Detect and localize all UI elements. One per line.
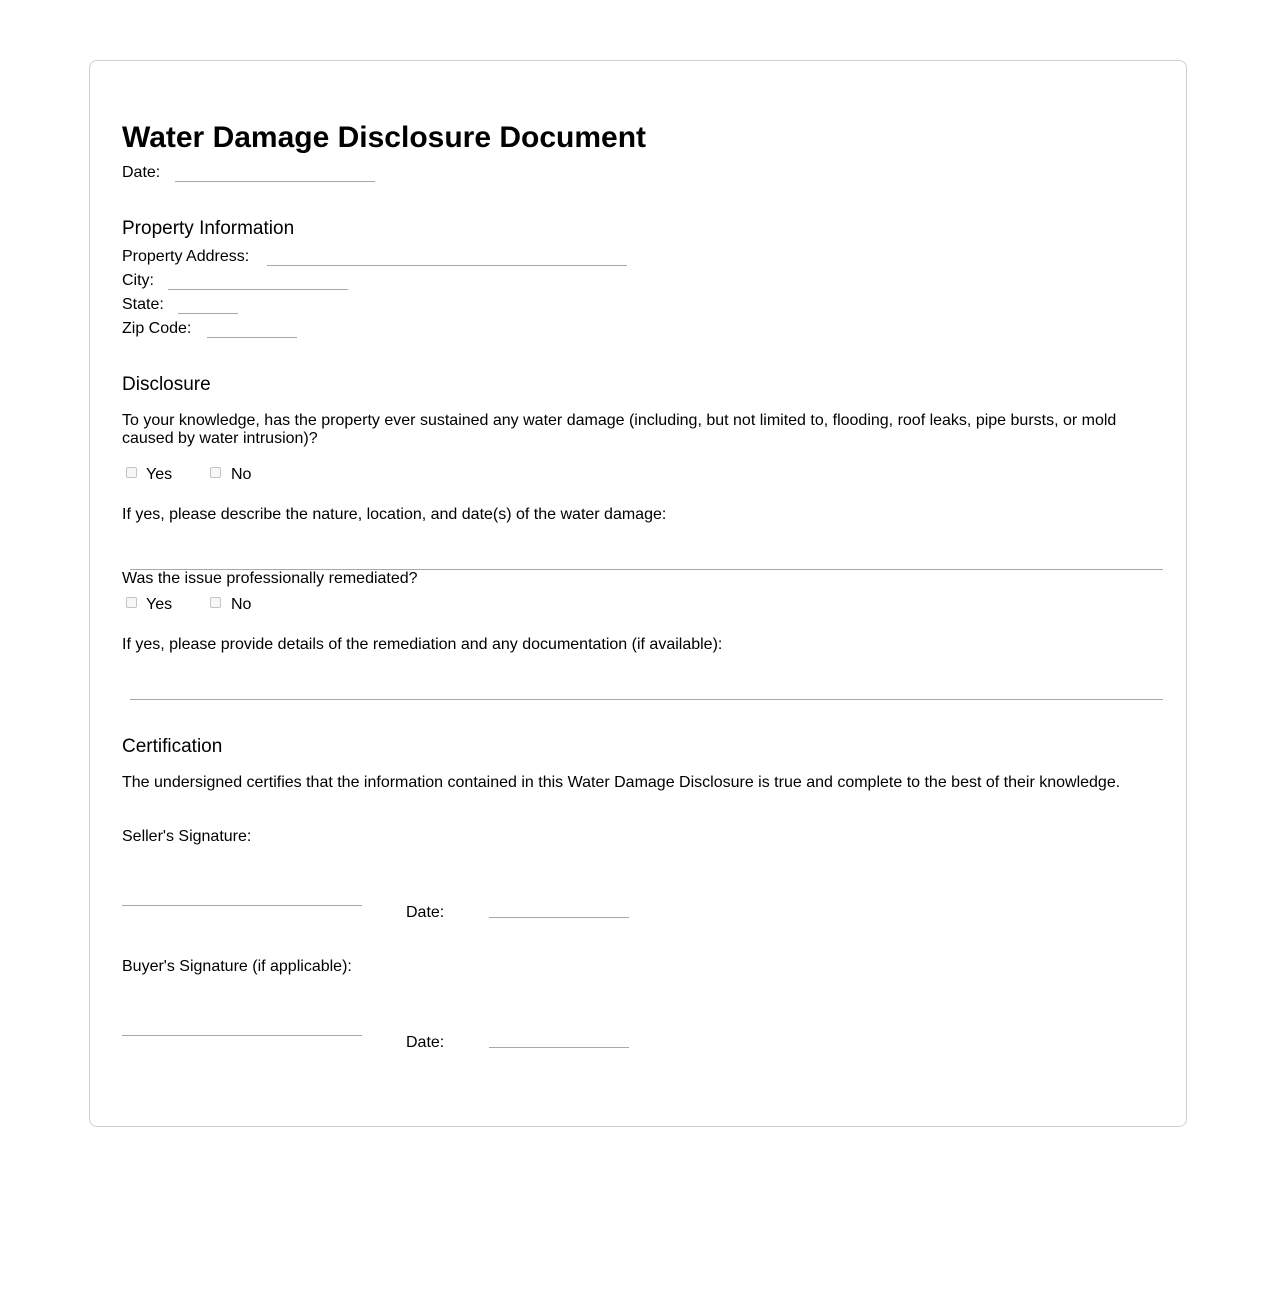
seller-signature-field[interactable] [122,905,362,906]
buyer-date-label: Date: [406,1034,445,1051]
city-label: City: [122,272,154,289]
remediated-yes-label: Yes [146,596,173,613]
buyer-signature-field[interactable] [122,1035,362,1036]
remediation-details-prompt: If yes, please provide details of the remediation and any documentation (if available): [122,636,723,653]
water-damage-yes-checkbox[interactable] [126,467,137,478]
seller-date-field[interactable] [489,917,629,918]
state-label: State: [122,296,164,313]
buyer-signature-label: Buyer's Signature (if applicable): [122,958,352,975]
state-field[interactable] [178,313,238,314]
page-title: Water Damage Disclosure Document [122,121,647,154]
describe-damage-prompt: If yes, please describe the nature, location, and date(s) of the water damage: [122,506,667,523]
property-address-field[interactable] [267,265,627,266]
remediated-yes-checkbox[interactable] [126,597,137,608]
water-damage-yes-label: Yes [146,466,173,483]
city-field[interactable] [168,289,348,290]
water-damage-question-line2: caused by water intrusion)? [122,430,318,447]
date-field[interactable] [175,181,375,182]
property-address-label: Property Address: [122,248,250,265]
property-information-heading: Property Information [122,218,295,239]
certification-statement: The undersigned certifies that the information contained in this Water Damage Disclosure is true and complete to the best of their knowledge. [122,774,1121,791]
water-damage-no-label: No [231,466,252,483]
remediation-details-field[interactable] [130,699,1163,700]
remediated-no-label: No [231,596,252,613]
water-damage-question-line1: To your knowledge, has the property ever sustained any water damage (including, but not limited to, flooding, roof leaks, pipe bursts, or mold [122,412,1117,429]
zip-code-label: Zip Code: [122,320,192,337]
date-label: Date: [122,164,161,181]
zip-code-field[interactable] [207,337,297,338]
certification-heading: Certification [122,736,223,757]
disclosure-heading: Disclosure [122,374,211,395]
remediation-question: Was the issue professionally remediated? [122,570,418,587]
water-damage-no-checkbox[interactable] [210,467,221,478]
seller-signature-label: Seller's Signature: [122,828,252,845]
remediated-no-checkbox[interactable] [210,597,221,608]
seller-date-label: Date: [406,904,445,921]
buyer-date-field[interactable] [489,1047,629,1048]
